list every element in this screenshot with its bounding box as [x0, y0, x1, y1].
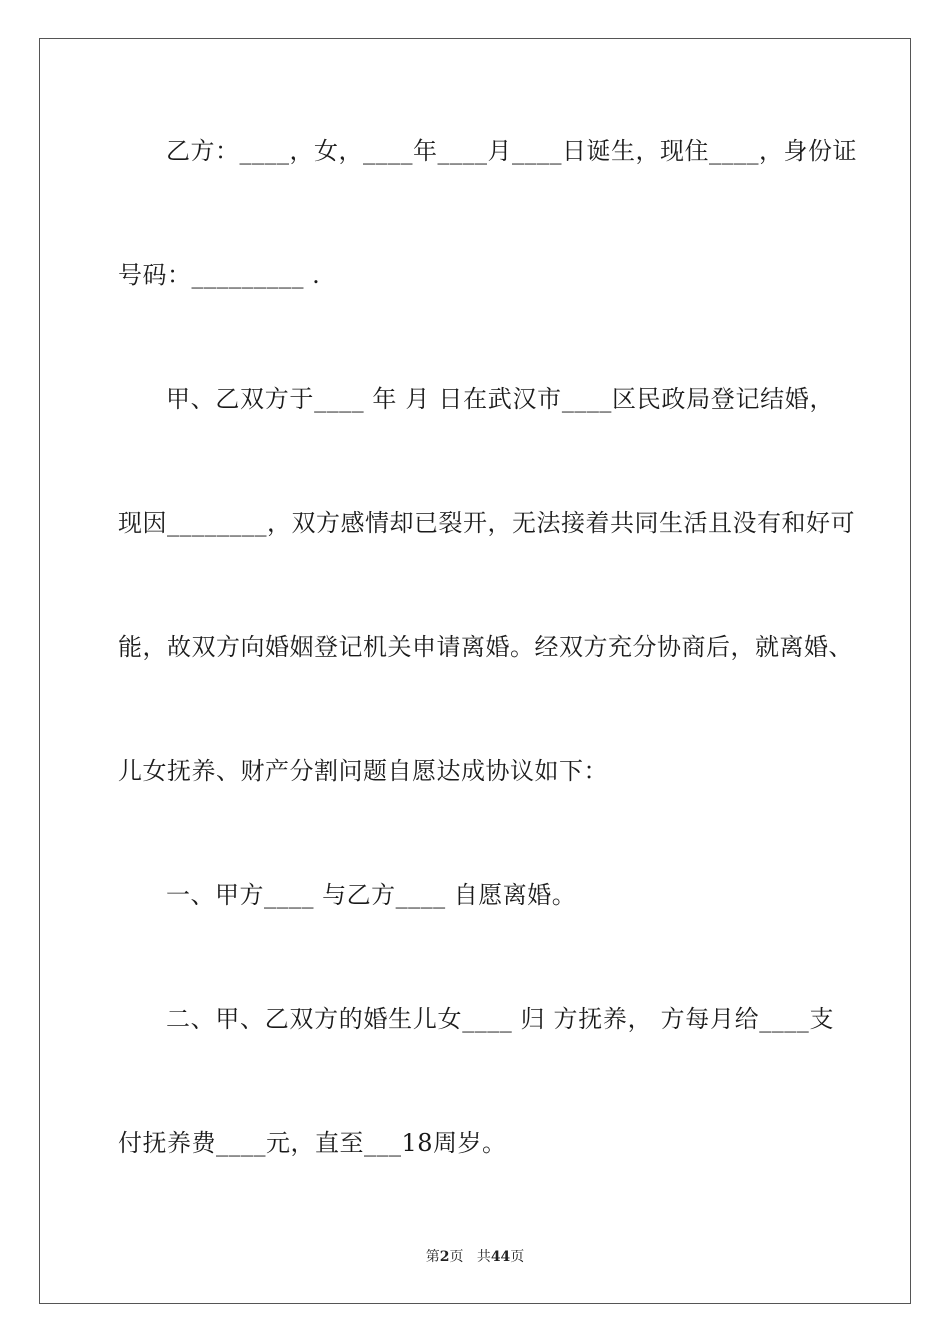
- paragraph-line-4: 现因________，双方感情却已裂开，无法接着共同生活且没有和好可: [118, 509, 855, 537]
- page-footer: [0, 1248, 950, 1266]
- paragraph-line-2: 号码：_________ .: [118, 261, 321, 289]
- footer-page-number: 2: [439, 1249, 450, 1265]
- paragraph-line-7: 一、甲方____ 与乙方____ 自愿离婚。: [166, 881, 577, 909]
- paragraph-line-6: 儿女抚养、财产分割问题自愿达成协议如下：: [118, 757, 608, 785]
- footer-page-prefix: 第: [425, 1249, 440, 1265]
- page-frame: [39, 38, 911, 1304]
- footer-total-prefix: 共: [476, 1249, 491, 1265]
- paragraph-line-9: 付抚养费____元，直至___18周岁。: [118, 1129, 507, 1157]
- paragraph-line-8: 二、甲、乙双方的婚生儿女____ 归 方抚养， 方每月给____支: [166, 1005, 834, 1033]
- footer-total-suffix: 页: [510, 1249, 525, 1265]
- footer-total-pages: 44: [490, 1249, 511, 1265]
- paragraph-line-5: 能，故双方向婚姻登记机关申请离婚。经双方充分协商后，就离婚、: [118, 633, 853, 661]
- paragraph-line-1: 乙方：____，女，____年____月____日诞生，现住____，身份证: [166, 137, 857, 165]
- footer-page-suffix: 页: [449, 1249, 464, 1265]
- paragraph-line-3: 甲、乙双方于____ 年 月 日在武汉市____区民政局登记结婚，: [166, 385, 834, 413]
